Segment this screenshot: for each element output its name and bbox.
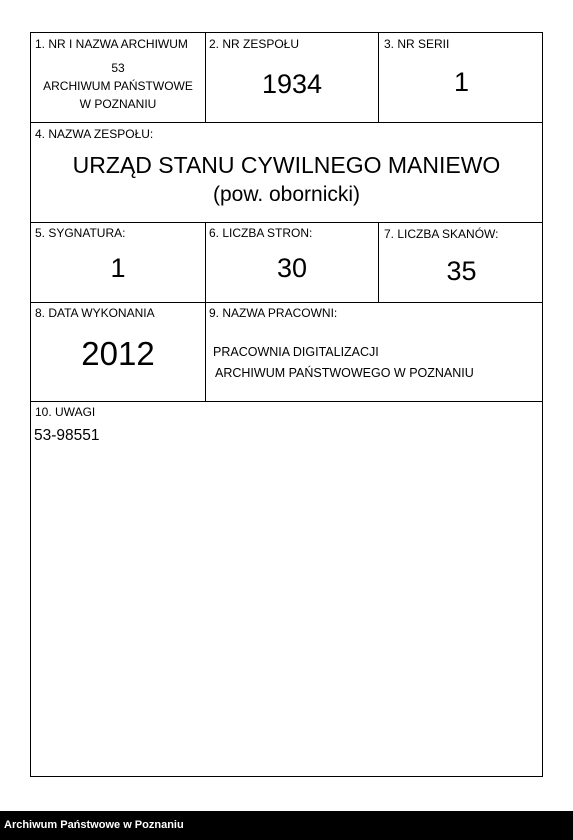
field-archive-label: 1. NR I NAZWA ARCHIWUM (35, 37, 188, 51)
field-remarks-label: 10. UWAGI (35, 405, 96, 419)
field-page-count (206, 223, 378, 302)
signature-value: 1 (110, 253, 126, 283)
field-remarks (31, 402, 544, 777)
field-series-number-label: 3. NR SERII (384, 37, 450, 51)
field-signature-label: 5. SYGNATURA: (35, 226, 126, 240)
field-collection-number (206, 33, 378, 122)
field-scan-count-label: 7. LICZBA SKANÓW: (384, 227, 499, 241)
field-date-label: 8. DATA WYKONANIA (35, 306, 155, 320)
archive-number: 53 (111, 61, 125, 75)
field-signature (31, 223, 205, 302)
field-page-count-label: 6. LICZBA STRON: (209, 226, 313, 240)
archive-form (30, 32, 543, 777)
workshop-name-line1: PRACOWNIA DIGITALIZACJI (213, 345, 379, 359)
field-collection-name-label: 4. NAZWA ZESPOŁU: (35, 127, 154, 141)
collection-name-line2: (pow. obornicki) (212, 183, 361, 206)
field-scan-count (379, 223, 544, 302)
remarks-value: 53-98551 (34, 427, 100, 444)
page-count-value: 30 (276, 253, 308, 283)
workshop-name-line2: ARCHIWUM PAŃSTWOWEGO W POZNANIU (215, 366, 474, 380)
collection-name-line1: URZĄD STANU CYWILNEGO MANIEWO (72, 152, 501, 178)
archive-name-line1: ARCHIWUM PAŃSTWOWE (43, 79, 193, 93)
scan-count-value: 35 (446, 256, 477, 286)
field-workshop (206, 303, 544, 401)
date-value: 2012 (81, 335, 155, 372)
field-series-number (379, 33, 544, 122)
field-workshop-label: 9. NAZWA PRACOWNI: (209, 306, 338, 320)
field-collection-number-label: 2. NR ZESPOŁU (209, 37, 300, 51)
field-archive (31, 33, 205, 122)
collection-number-value: 1934 (261, 69, 323, 99)
series-number-value: 1 (453, 67, 470, 97)
field-date (31, 303, 205, 401)
archive-name-line2: W POZNANIU (79, 97, 157, 111)
footer-banner: Archiwum Państwowe w Poznaniu (0, 811, 573, 840)
